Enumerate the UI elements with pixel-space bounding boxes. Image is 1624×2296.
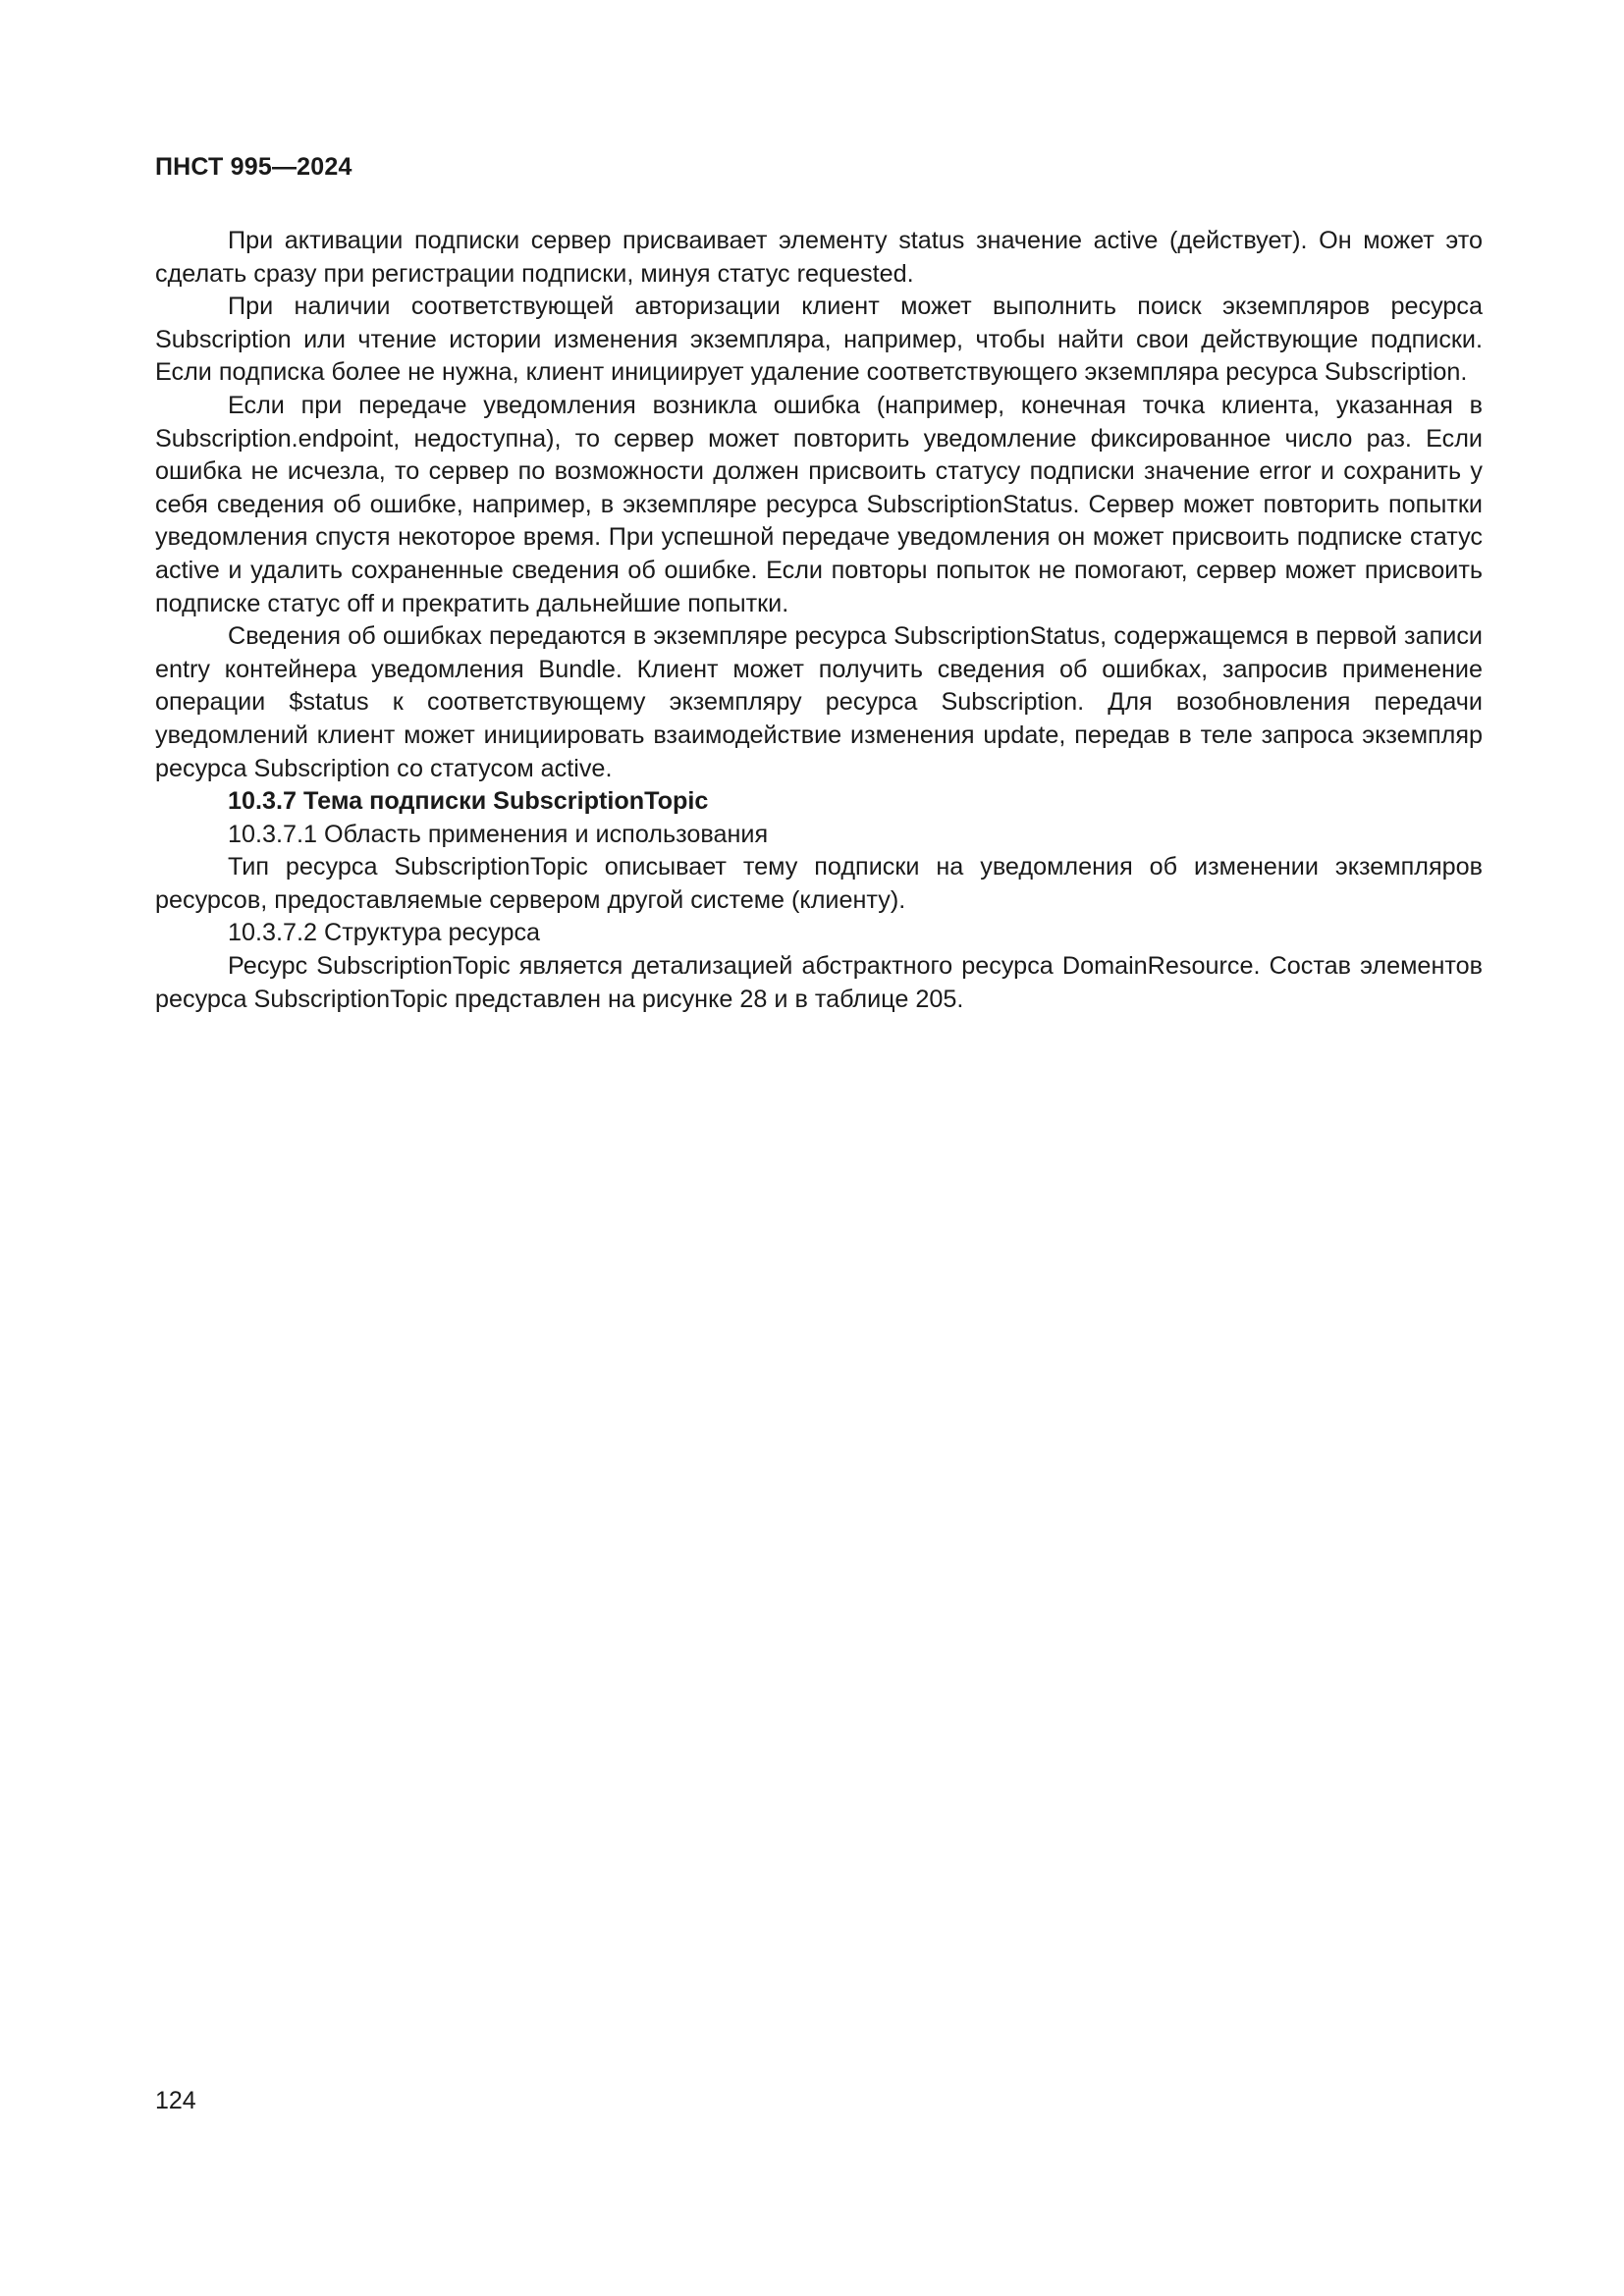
subsection-heading-scope: 10.3.7.1 Область применения и использования [228,820,769,848]
paragraph-structure-description: Ресурс SubscriptionTopic является детализацией абстрактного ресурса DomainResource. Состав элементов ресурса SubscriptionTopic представлен на рисунке 28 и в таблице 205. [155,952,1483,1013]
section-heading: 10.3.7 Тема подписки SubscriptionTopic [228,787,709,816]
paragraph-error-details: Сведения об ошибках передаются в экземпляре ресурса SubscriptionStatus, содержащемся в первой записи entry контейнера уведомления Bundle. Клиент может получить сведения об ошибках, запросив применение операции $status к соответствующему экземпляру ресурса Subscription. Для возобновления передачи уведомлений клиент может инициировать взаимодействие изменения update, передав в теле запроса экземпляр ресурса Subscription со статусом active. [155,622,1483,782]
subsection-heading-structure: 10.3.7.2 Структура ресурса [228,919,541,947]
paragraph-authorization: При наличии соответствующей авторизации клиент может выполнить поиск экземпляров ресурса Subscription или чтение истории изменения экземпляра, например, чтобы найти свои действующие подписки. Если подписка более не нужна, клиент инициирует удаление соответствующего экземпляра ресурса Subscription. [155,293,1483,387]
document-body [155,225,1483,1016]
paragraph-topic-description: Тип ресурса SubscriptionTopic описывает тему подписки на уведомления об изменении экземпляров ресурсов, предоставляемые сервером другой системе (клиенту). [155,853,1483,914]
paragraph-activation: При активации подписки сервер присваивает элементу status значение active (действует). Он может это сделать сразу при регистрации подписки, минуя статус requested. [155,227,1483,288]
paragraph-error-handling: Если при передаче уведомления возникла ошибка (например, конечная точка клиента, указанная в Subscription.endpoint, недоступна), то сервер может повторить уведомление фиксированное число раз. Если ошибка не исчезла, то сервер по возможности должен присвоить статусу подписки значение error и сохранить у себя сведения об ошибке, например, в экземпляре ресурса SubscriptionStatus. Сервер может повторить попытки уведомления спустя некоторое время. При успешной передаче уведомления он может присвоить подписке статус active и удалить сохраненные сведения об ошибке. Если повторы попыток не помогают, сервер может присвоить подписке статус off и прекратить дальнейшие попытки. [155,391,1483,617]
document-id-header: ПНСТ 995—2024 [155,153,352,181]
page-number: 124 [155,2087,196,2114]
